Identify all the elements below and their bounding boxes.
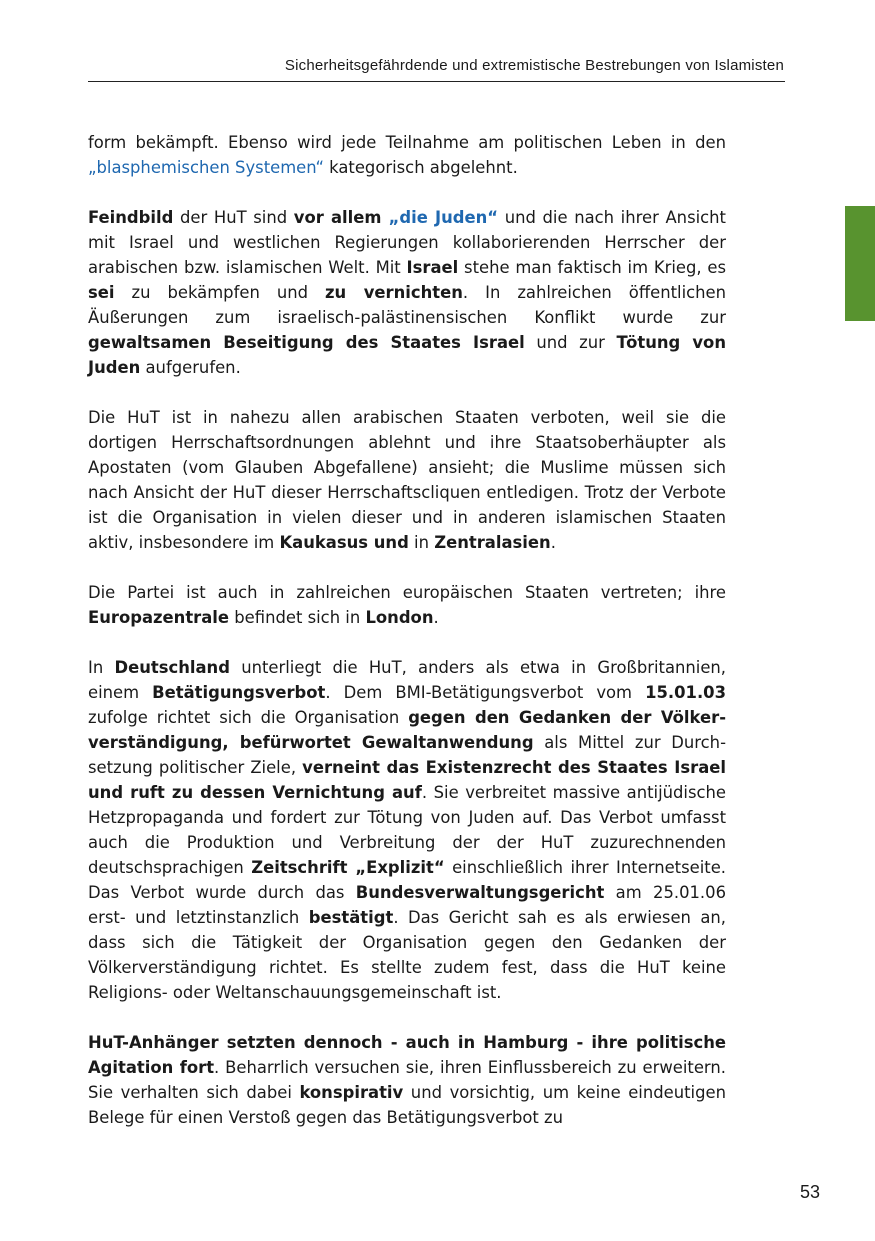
text-run: und vorsichtig, um keine eindeutigen Belege für einen Verstoß gegen das Betätigungsverbot zu	[88, 1083, 726, 1127]
bold-text: sei	[88, 283, 115, 302]
paragraph-germany-ban	[88, 655, 726, 1005]
page-number: 53	[799, 1182, 820, 1202]
bold-text: 15.01.03	[645, 683, 726, 702]
text-run: . Beharrlich versuchen sie, ihren Einflussbereich zu erweitern. Sie verhalten sich dabei	[88, 1058, 726, 1102]
bold-text: Israel	[406, 258, 459, 277]
paragraph-blasphemous-systems	[88, 130, 726, 180]
bold-text: konspirativ	[299, 1083, 404, 1102]
running-header: Sicherheitsgefährdende und extremistische Bestrebungen von Islamisten	[284, 57, 784, 74]
bold-text: verneint das Existenzrecht des Staates Israel und ruft zu dessen Vernichtung auf	[88, 758, 726, 802]
text-run: am 25.01.06 erst- und letztinstanzlich	[88, 883, 727, 927]
text-run: und zur	[524, 333, 617, 352]
text-run: in	[408, 533, 435, 552]
bold-text: Tötung von Juden	[88, 333, 726, 377]
header-divider	[88, 81, 785, 82]
text-run: zufolge richtet sich die Organisation	[88, 708, 409, 727]
text-run: der HuT sind	[173, 208, 294, 227]
body-text	[88, 130, 726, 1155]
text-run: einschließlich ihrer Internetseite. Das Verbot wurde durch das	[88, 858, 727, 902]
paragraph-arab-states-ban	[88, 405, 726, 555]
text-run: Die HuT ist in nahezu allen arabischen Staaten verboten, weil sie die dortigen Herrschaftsordnungen ablehnt und ihre Staatsoberhäupter als Apostaten (vom Glauben Abgefallene) ansieht; die Muslime müssen sich nach Ansicht der HuT dieser Herrschaftscliquen entledigen. Trotz der Verbote ist die Organisation in vielen dieser und in anderen islamischen Staaten aktiv, insbesondere im	[88, 408, 726, 552]
text-run: und die nach ihrer Ansicht mit Israel und westlichen Regierungen kollaborierenden Herrscher der arabischen bzw. islamischen Welt. Mit	[88, 208, 726, 277]
text-run: . Das Gericht sah es als erwiesen an, dass sich die Tätigkeit der Organisation gegen den Gedanken der Völkerverständigung richtet. Es stellte zudem fest, dass die HuT keine Religions- oder Weltanschauungsgemeinschaft ist.	[88, 908, 727, 1002]
bold-text: London	[365, 608, 434, 627]
text-run: form bekämpft. Ebenso wird jede Teilnahme am politischen Leben in den	[88, 133, 726, 152]
paragraph-european-presence	[88, 580, 726, 630]
text-run: . In zahlreichen öffentlichen Äußerungen zum israelisch-palästinensischen Konflikt wurde zur	[88, 283, 727, 327]
text-run: kategorisch abgelehnt.	[323, 158, 518, 177]
bold-text: Feindbild	[88, 208, 174, 227]
text-run: unterliegt die HuT, anders als etwa in Großbritannien, einem	[88, 658, 726, 702]
text-run: .	[433, 608, 439, 627]
paragraph-enemy-image	[88, 205, 726, 380]
text-run: befindet sich in	[229, 608, 366, 627]
highlighted-term: „die Juden“	[388, 208, 499, 227]
bold-text: Zentralasien	[434, 533, 551, 552]
bold-text: HuT-Anhänger setzten dennoch - auch in Hamburg - ihre politische Agitation fort	[88, 1033, 726, 1077]
bold-text: Europazentrale	[88, 608, 230, 627]
bold-text: Kaukasus und	[279, 533, 409, 552]
highlighted-term: „blasphemischen Systemen“	[88, 158, 324, 177]
paragraph-hamburg-agitation	[88, 1030, 726, 1130]
bold-text: zu vernichten	[325, 283, 463, 302]
bold-text: gewaltsamen Beseitigung des Staates Israel	[88, 333, 525, 352]
bold-text: Betätigungsverbot	[152, 683, 326, 702]
chapter-tab-marker	[845, 206, 875, 321]
text-run: zu bekämpfen und	[114, 283, 326, 302]
bold-text: Deutschland	[114, 658, 230, 677]
text-run: aufgerufen.	[140, 358, 241, 377]
bold-text: gegen den Gedanken der Völkerverständigung, befürwortet Gewaltanwendung	[88, 708, 726, 752]
text-run: . Dem BMI-Betätigungsverbot vom	[325, 683, 646, 702]
text-run: Die Partei ist auch in zahlreichen europäischen Staaten vertreten; ihre	[88, 583, 726, 602]
text-run: In	[88, 658, 115, 677]
bold-text: bestätigt	[308, 908, 394, 927]
text-run: stehe man faktisch im Krieg, es	[458, 258, 726, 277]
text-run: . Sie verbreitet massive antijüdische Hetzpropaganda und fordert zur Tötung von Juden auf. Das Verbot umfasst auch die Produktion und Verbreitung der der HuT zuzurechnenden deutschsprachigen	[88, 783, 726, 877]
text-run: .	[550, 533, 556, 552]
bold-text: vor allem	[293, 208, 389, 227]
bold-text: Zeitschrift „Explizit“	[251, 858, 445, 877]
text-run: als Mittel zur Durchsetzung politischer Ziele,	[88, 733, 726, 777]
bold-text: Bundesverwaltungsgericht	[355, 883, 605, 902]
